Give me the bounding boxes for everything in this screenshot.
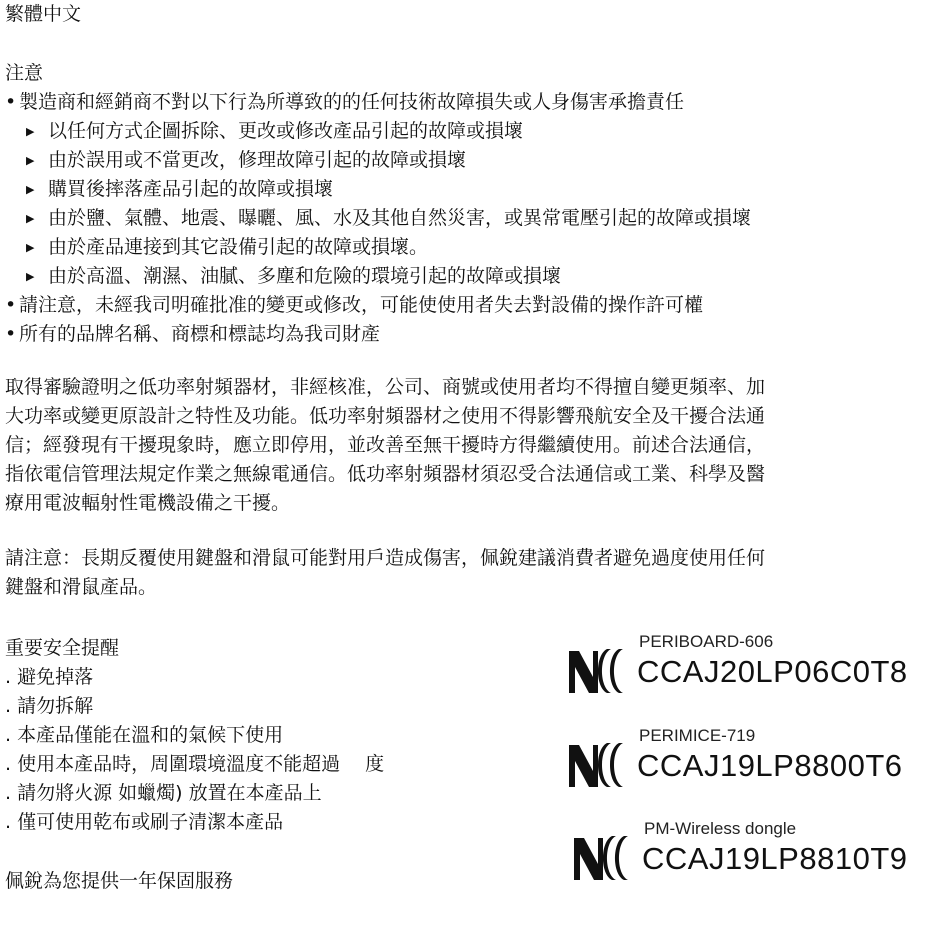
bullet-dot: • bbox=[5, 91, 17, 113]
paragraph-line: 鍵盤和滑鼠產品。 bbox=[5, 576, 158, 598]
paragraph-line: 請注意：長期反覆使用鍵盤和滑鼠可能對用戶造成傷害，佩銳建議消費者避免過度使用任何 bbox=[5, 547, 766, 569]
safety-item: . 避免掉落 bbox=[5, 666, 94, 688]
triangle-right-icon: ▶ bbox=[26, 241, 35, 254]
notice-sub-item bbox=[26, 235, 428, 260]
triangle-right-icon: ▶ bbox=[26, 183, 35, 196]
notice-sub-item-text: 由於高溫、潮濕、油膩、多塵和危險的環境引起的故障或損壞 bbox=[48, 265, 562, 287]
notice-sub-item bbox=[26, 177, 333, 202]
page-title: 繁體中文 bbox=[5, 3, 82, 25]
warranty-text: 佩銳為您提供一年保固服務 bbox=[5, 870, 234, 892]
ncc-regulation-paragraph bbox=[5, 373, 945, 518]
notice-sub-item-text: 由於鹽、氣體、地震、曝曬、風、水及其他自然災害，或異常電壓引起的故障或損壞 bbox=[48, 207, 752, 229]
safety-item: . 使用本產品時，周圍環境溫度不能超過 度 bbox=[5, 753, 385, 775]
notice-sub-item bbox=[26, 148, 466, 173]
notice-sub-item-text: 由於產品連接到其它設備引起的故障或損壞。 bbox=[48, 236, 429, 258]
notice-bullet-1-text: 製造商和經銷商不對以下行為所導致的的任何技術故障損失或人身傷害承擔責任 bbox=[19, 91, 685, 113]
ncc-logo-icon bbox=[565, 641, 627, 701]
notice-sub-item-text: 購買後摔落產品引起的故障或損壞 bbox=[48, 178, 334, 200]
bullet-dot: • bbox=[5, 323, 17, 345]
notice-sub-item-text: 由於誤用或不當更改，修理故障引起的故障或損壞 bbox=[48, 149, 467, 171]
notice-heading: 注意 bbox=[5, 62, 44, 84]
triangle-right-icon: ▶ bbox=[26, 125, 35, 138]
safety-item: . 請勿將火源 如蠟燭) 放置在本產品上 bbox=[5, 782, 322, 804]
notice-bullet-2 bbox=[5, 293, 703, 317]
safety-item: . 請勿拆解 bbox=[5, 695, 94, 717]
paragraph-line: 指依電信管理法規定作業之無線電通信。低功率射頻器材須忍受合法通信或工業、科學及醫 bbox=[5, 463, 766, 485]
ncc-cert-code: CCAJ20LP06C0T8 bbox=[637, 654, 908, 689]
paragraph-line: 取得審驗證明之低功率射頻器材，非經核准，公司、商號或使用者均不得擅自變更頻率、加 bbox=[5, 376, 766, 398]
ncc-logo-icon bbox=[570, 828, 632, 888]
paragraph-line: 信；經發現有干擾現象時，應立即停用，並改善至無干擾時方得繼續使用。前述合法通信， bbox=[5, 434, 766, 456]
rsi-warning-paragraph bbox=[5, 544, 945, 602]
safety-heading: 重要安全提醒 bbox=[5, 637, 120, 659]
triangle-right-icon: ▶ bbox=[26, 212, 35, 225]
notice-bullet-2-text: 請注意，未經我司明確批准的變更或修改，可能使使用者失去對設備的操作許可權 bbox=[19, 294, 704, 316]
notice-sub-item bbox=[26, 264, 561, 289]
paragraph-line: 療用電波輻射性電機設備之干擾。 bbox=[5, 492, 291, 514]
paragraph-line: 大功率或變更原設計之特性及功能。低功率射頻器材之使用不得影響飛航安全及干擾合法通 bbox=[5, 405, 766, 427]
bullet-dot: • bbox=[5, 294, 17, 316]
safety-item: . 僅可使用乾布或刷子清潔本產品 bbox=[5, 811, 284, 833]
notice-sub-item-text: 以任何方式企圖拆除、更改或修改產品引起的故障或損壞 bbox=[48, 120, 524, 142]
ncc-model-name: PERIMICE-719 bbox=[639, 726, 756, 745]
ncc-logo-icon bbox=[565, 735, 627, 795]
notice-sub-item bbox=[26, 206, 751, 231]
notice-bullet-1 bbox=[5, 90, 684, 114]
safety-item: . 本產品僅能在溫和的氣候下使用 bbox=[5, 724, 284, 746]
ncc-cert-code: CCAJ19LP8800T6 bbox=[637, 748, 903, 783]
ncc-cert-code: CCAJ19LP8810T9 bbox=[642, 841, 908, 876]
notice-sub-item bbox=[26, 119, 523, 144]
notice-bullet-3 bbox=[5, 322, 380, 346]
triangle-right-icon: ▶ bbox=[26, 154, 35, 167]
ncc-model-name: PM-Wireless dongle bbox=[644, 819, 797, 838]
triangle-right-icon: ▶ bbox=[26, 270, 35, 283]
ncc-model-name: PERIBOARD-606 bbox=[639, 632, 774, 651]
notice-bullet-3-text: 所有的品牌名稱、商標和標誌均為我司財產 bbox=[19, 323, 381, 345]
